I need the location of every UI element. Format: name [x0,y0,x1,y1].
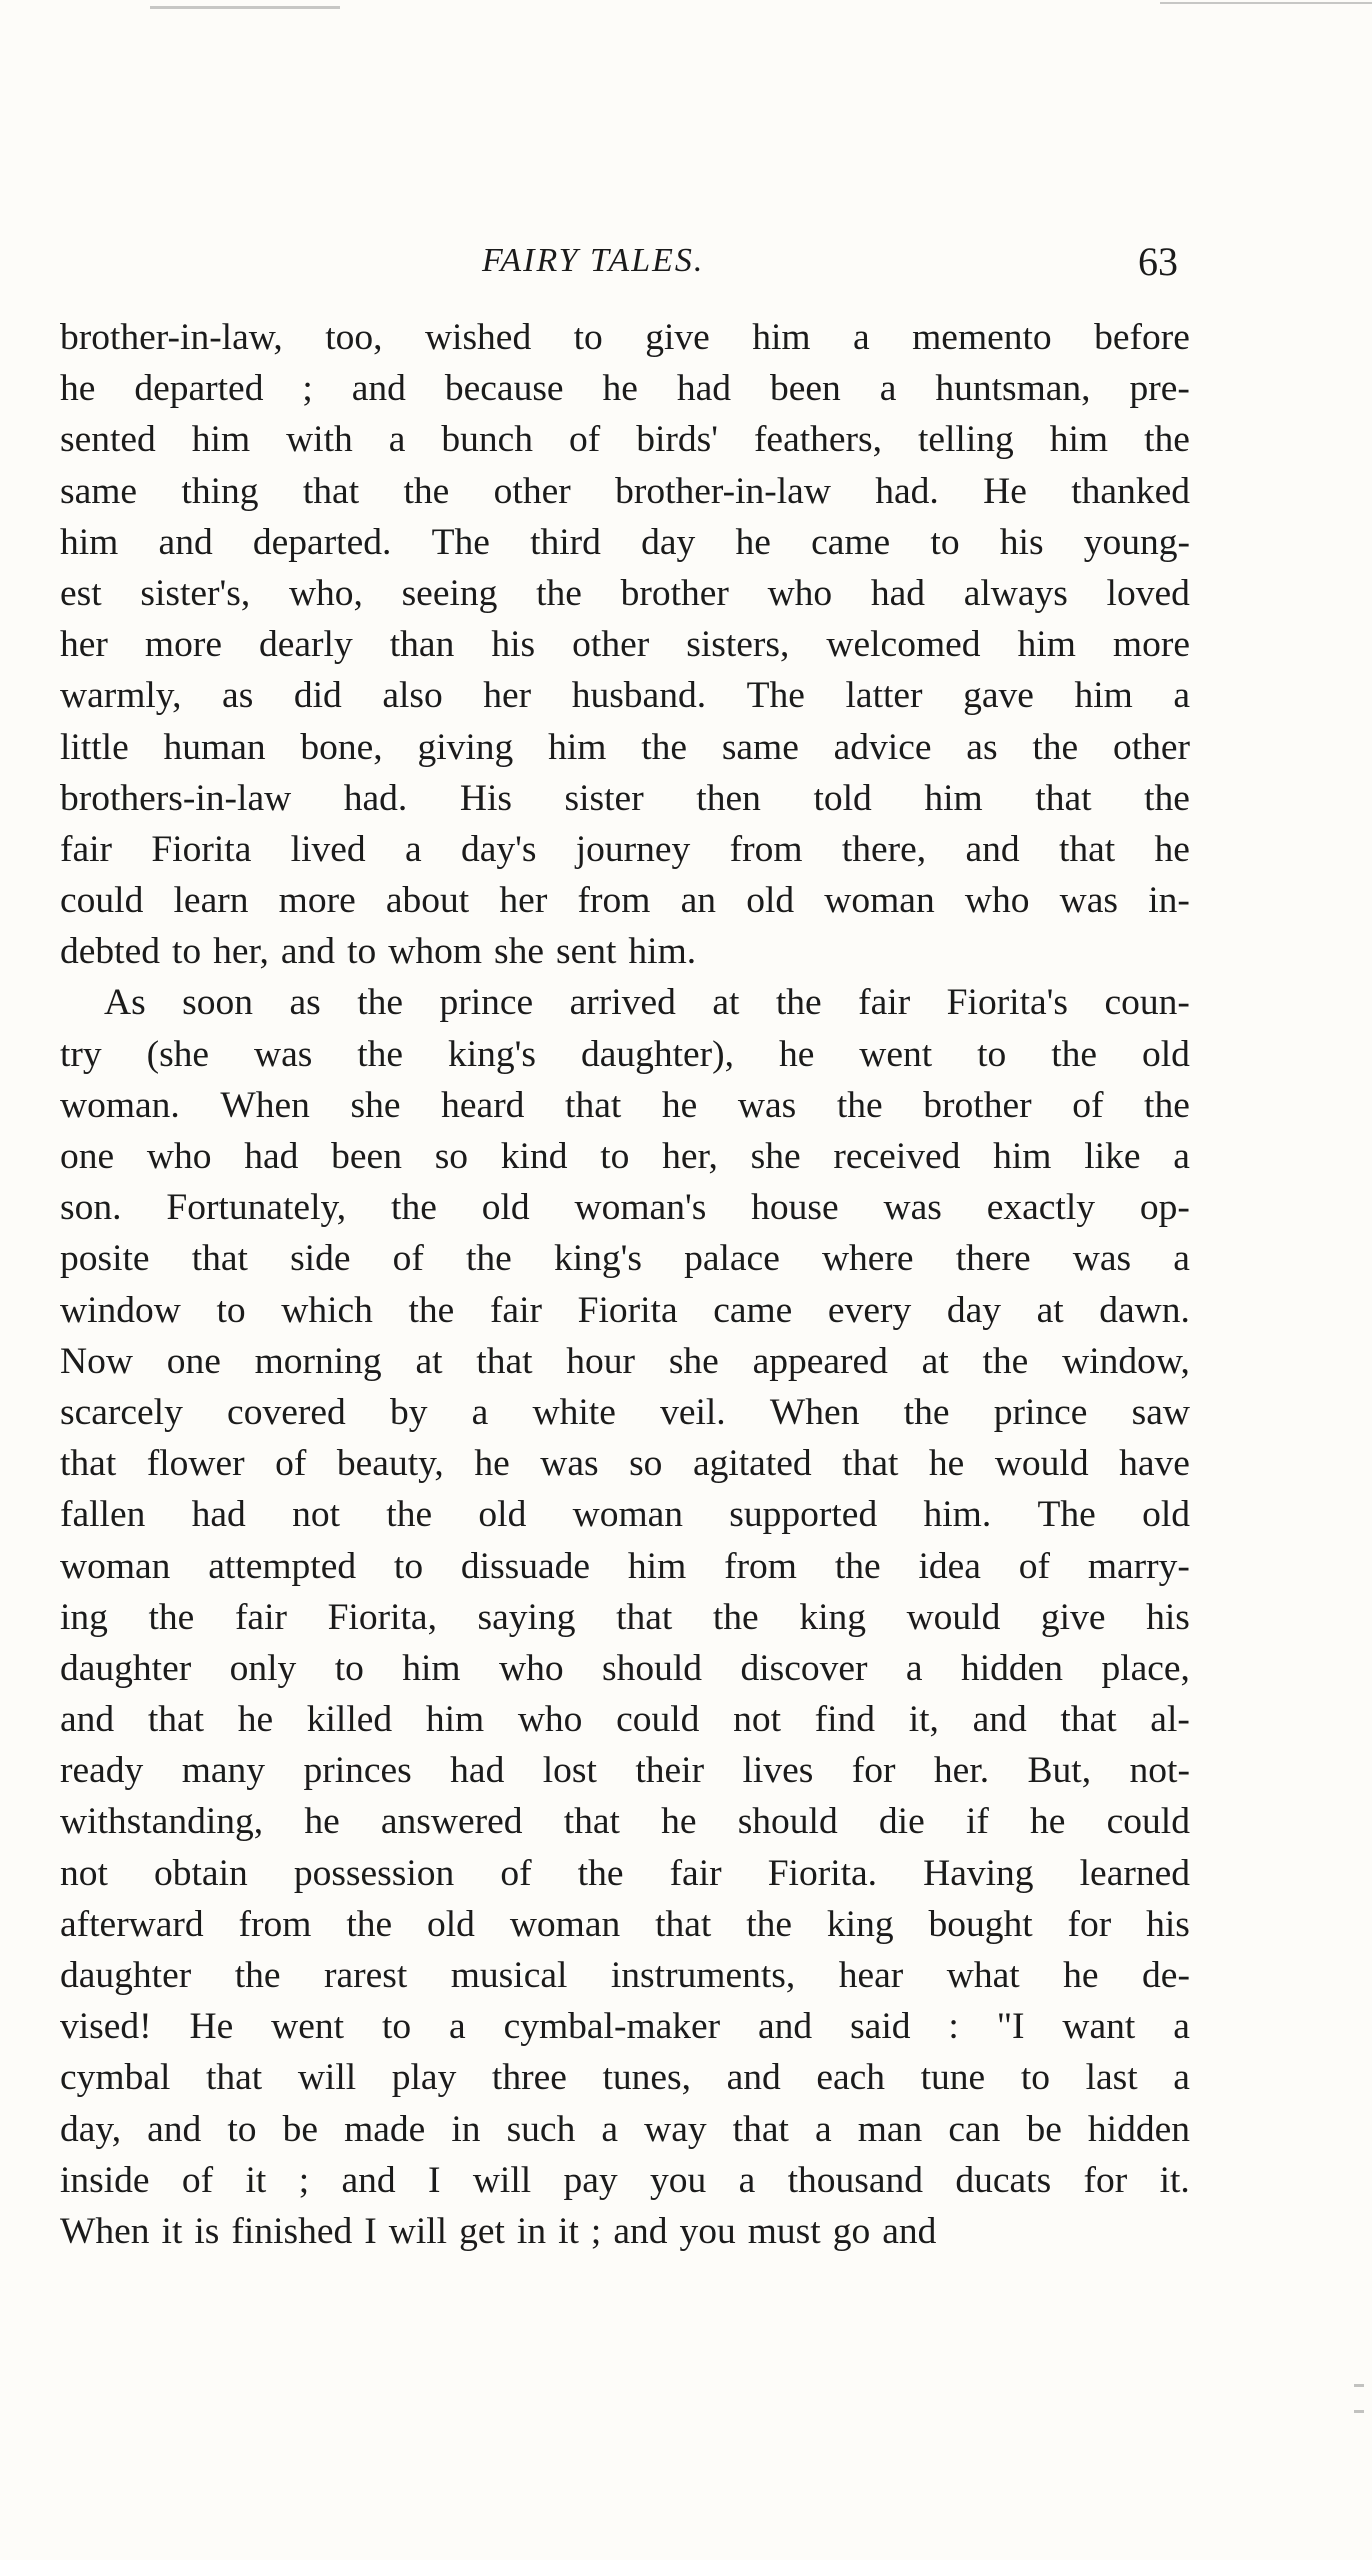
text-line: same thing that the other brother-in-law had. He thanked [60,470,1190,512]
text-line: inside of it ; and I will pay you a thousand ducats for it. [60,2159,1190,2201]
text-line: daughter the rarest musical instruments, hear what he de- [60,1955,1190,1996]
text-line: est sister's, who, seeing the brother who had always loved [60,572,1190,614]
running-head [0,238,1372,298]
running-title: FAIRY TALES. [482,242,705,279]
text-line: try (she was the king's daughter), he went to the old [60,1033,1190,1075]
text-line: vised! He went to a cymbal-maker and said : "I want a [60,2006,1190,2048]
text-line: debted to her, and to whom she sent him. [60,931,697,973]
text-line: posite that side of the king's palace where there was a [60,1238,1190,1280]
text-line: As soon as the prince arrived at the fair Fiorita's coun- [104,982,1190,1024]
scan-artifact [1160,2,1372,4]
text-line: day, and to be made in such a way that a man can be hidden [60,2108,1190,2150]
text-line: fair Fiorita lived a day's journey from there, and that he [60,828,1190,870]
body-text [60,312,1190,2257]
text-line: cymbal that will play three tunes, and each tune to last a [60,2057,1190,2099]
scan-artifact [150,6,340,9]
text-line: brothers-in-law had. His sister then told him that the [60,777,1190,819]
text-line: woman attempted to dissuade him from the idea of marry- [60,1545,1190,1587]
text-line: he departed ; and because he had been a huntsman, pre- [60,368,1190,410]
text-line: that flower of beauty, he was so agitated that he would have [60,1443,1190,1485]
text-line: daughter only to him who should discover a hidden place, [60,1647,1190,1689]
text-line: Now one morning at that hour she appeared at the window, [60,1340,1190,1382]
text-line: warmly, as did also her husband. The latter gave him a [60,675,1190,717]
paragraph [60,977,1190,2257]
text-line: one who had been so kind to her, she received him like a [60,1136,1190,1177]
text-line: withstanding, he answered that he should die if he could [60,1801,1190,1843]
scan-artifact [1354,2410,1364,2413]
text-line: sented him with a bunch of birds' feathers, telling him the [60,419,1190,461]
text-line: and that he killed him who could not find it, and that al- [60,1699,1190,1741]
text-line: window to which the fair Fiorita came every day at dawn. [60,1289,1190,1331]
text-line: When it is finished I will get in it ; and you must go and [60,2210,937,2252]
text-line: afterward from the old woman that the king bought for his [60,1903,1190,1945]
page-number: 63 [1138,239,1178,284]
scan-artifact [1354,2384,1364,2387]
text-line: ing the fair Fiorita, saying that the king would give his [60,1596,1190,1638]
text-line: scarcely covered by a white veil. When the prince saw [60,1391,1190,1433]
text-line: ready many princes had lost their lives for her. But, not- [60,1750,1190,1792]
text-line: son. Fortunately, the old woman's house was exactly op- [60,1187,1190,1229]
text-line: him and departed. The third day he came to his young- [60,521,1190,563]
text-line: fallen had not the old woman supported him. The old [60,1494,1190,1536]
text-line: little human bone, giving him the same advice as the other [60,726,1190,768]
text-line: not obtain possession of the fair Fiorita. Having learned [60,1852,1190,1894]
text-line: brother-in-law, too, wished to give him a memento before [60,317,1190,358]
paragraph [60,312,1190,977]
text-line: woman. When she heard that he was the brother of the [60,1084,1190,1126]
text-line: could learn more about her from an old woman who was in- [60,880,1190,922]
text-line: her more dearly than his other sisters, welcomed him more [60,624,1190,666]
